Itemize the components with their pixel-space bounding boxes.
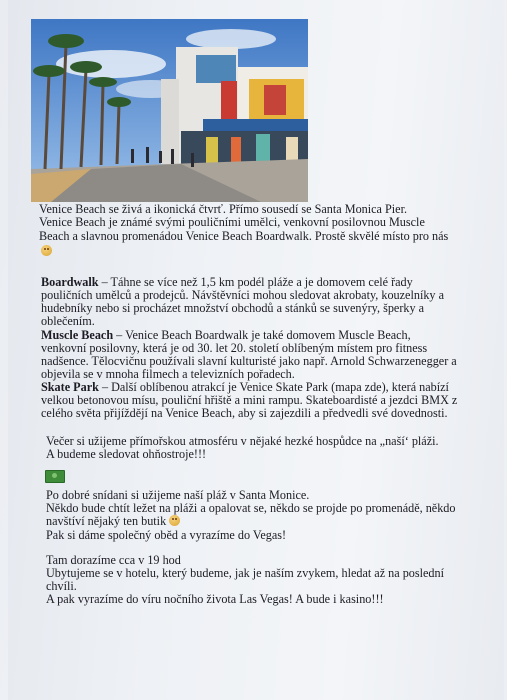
boardwalk-text-1: – Táhne se více než 1,5 km podél pláže a je domovem celé řady (98, 275, 413, 289)
evening-line-2: A budeme sledovat ohňostroje!!! (46, 447, 207, 461)
intro-line-3: Beach a slavnou promenádou Venice Beach Boardwalk. Prostě skvělé místo pro nás (39, 229, 449, 243)
muscle-line-4: objevila se v mnoha filmech a televizních pořadech. (41, 367, 295, 381)
boardwalk-line-4: oblečením. (41, 314, 95, 328)
skatepark-line-2: velkou betonovou mísu, pouliční hřiště a mini rampu. Skateboardisté a jezdci BMX z (41, 393, 458, 407)
morning-line-1: Po dobré snídani si užijeme naší pláž v Santa Monice. (46, 488, 310, 502)
muscle-line-3: nadšence. Tělocvičnu používali slavní kulturisté jako např. Arnold Schwarzenegger a (41, 354, 457, 368)
morning-line-3 (46, 515, 180, 528)
intro-line-2: Venice Beach je známé svými pouličními umělci, venkovní posilovnou Muscle (39, 215, 425, 229)
muscle-title: Muscle Beach (41, 328, 114, 342)
morning-line-4: Pak si dáme společný oběd a vyrazíme do Vegas! (46, 528, 287, 542)
evening-line-1: Večer si užijeme přímořskou atmosféru v nějaké hezké hospůdce na „naší‘ pláži. (46, 434, 439, 448)
skatepark-line-3: celého světa přijíždějí na Venice Beach, aby si zajezdili a předvedli své dovednosti. (41, 406, 448, 420)
morning-line-2: Někdo bude chtít ležet na pláži a opalovat se, někdo se projde po promenádě, někdo (46, 501, 456, 515)
muscle-line-2: venkovní posilovny, která je od 30. let 20. století oblíbeným místem pro fitness (41, 341, 428, 355)
venice-beach-photo (31, 19, 308, 202)
arrival-line-2: Ubytujeme se v hotelu, který budeme, jak je naším zvykem, hledat až na poslední (46, 566, 445, 580)
skatepark-text-1: – Další oblíbenou atrakcí je Venice Skate Park (mapa zde), která nabízí (98, 380, 449, 394)
money-emoji-icon (45, 470, 65, 483)
boardwalk-line-2: pouličních umělců a prodejců. Návštěvníci mohou sledovat akrobaty, kouzelníky a (41, 288, 444, 302)
morning-text-3: navštíví nějaký ten butik (46, 514, 167, 528)
muscle-text-1: – Venice Beach Boardwalk je také domovem Muscle Beach, (113, 328, 411, 342)
boardwalk-title: Boardwalk (41, 275, 99, 289)
skatepark-title: Skate Park (41, 380, 99, 394)
smiley-emoji-icon-2 (169, 515, 180, 526)
boardwalk-line-3: hudebníky nebo si procházet množství obchodů a stánků se suvenýry, šperky a (41, 301, 425, 315)
arrival-line-4: A pak vyrazíme do víru nočního života Las Vegas! A bude i kasino!!! (46, 592, 384, 606)
smiley-emoji-icon (41, 245, 52, 258)
arrival-line-1: Tam dorazíme cca v 19 hod (46, 553, 181, 567)
intro-line-1: Venice Beach se živá a ikonická čtvrť. Přímo sousedí se Santa Monica Pier. (39, 202, 408, 216)
arrival-line-3: chvíli. (46, 579, 77, 593)
